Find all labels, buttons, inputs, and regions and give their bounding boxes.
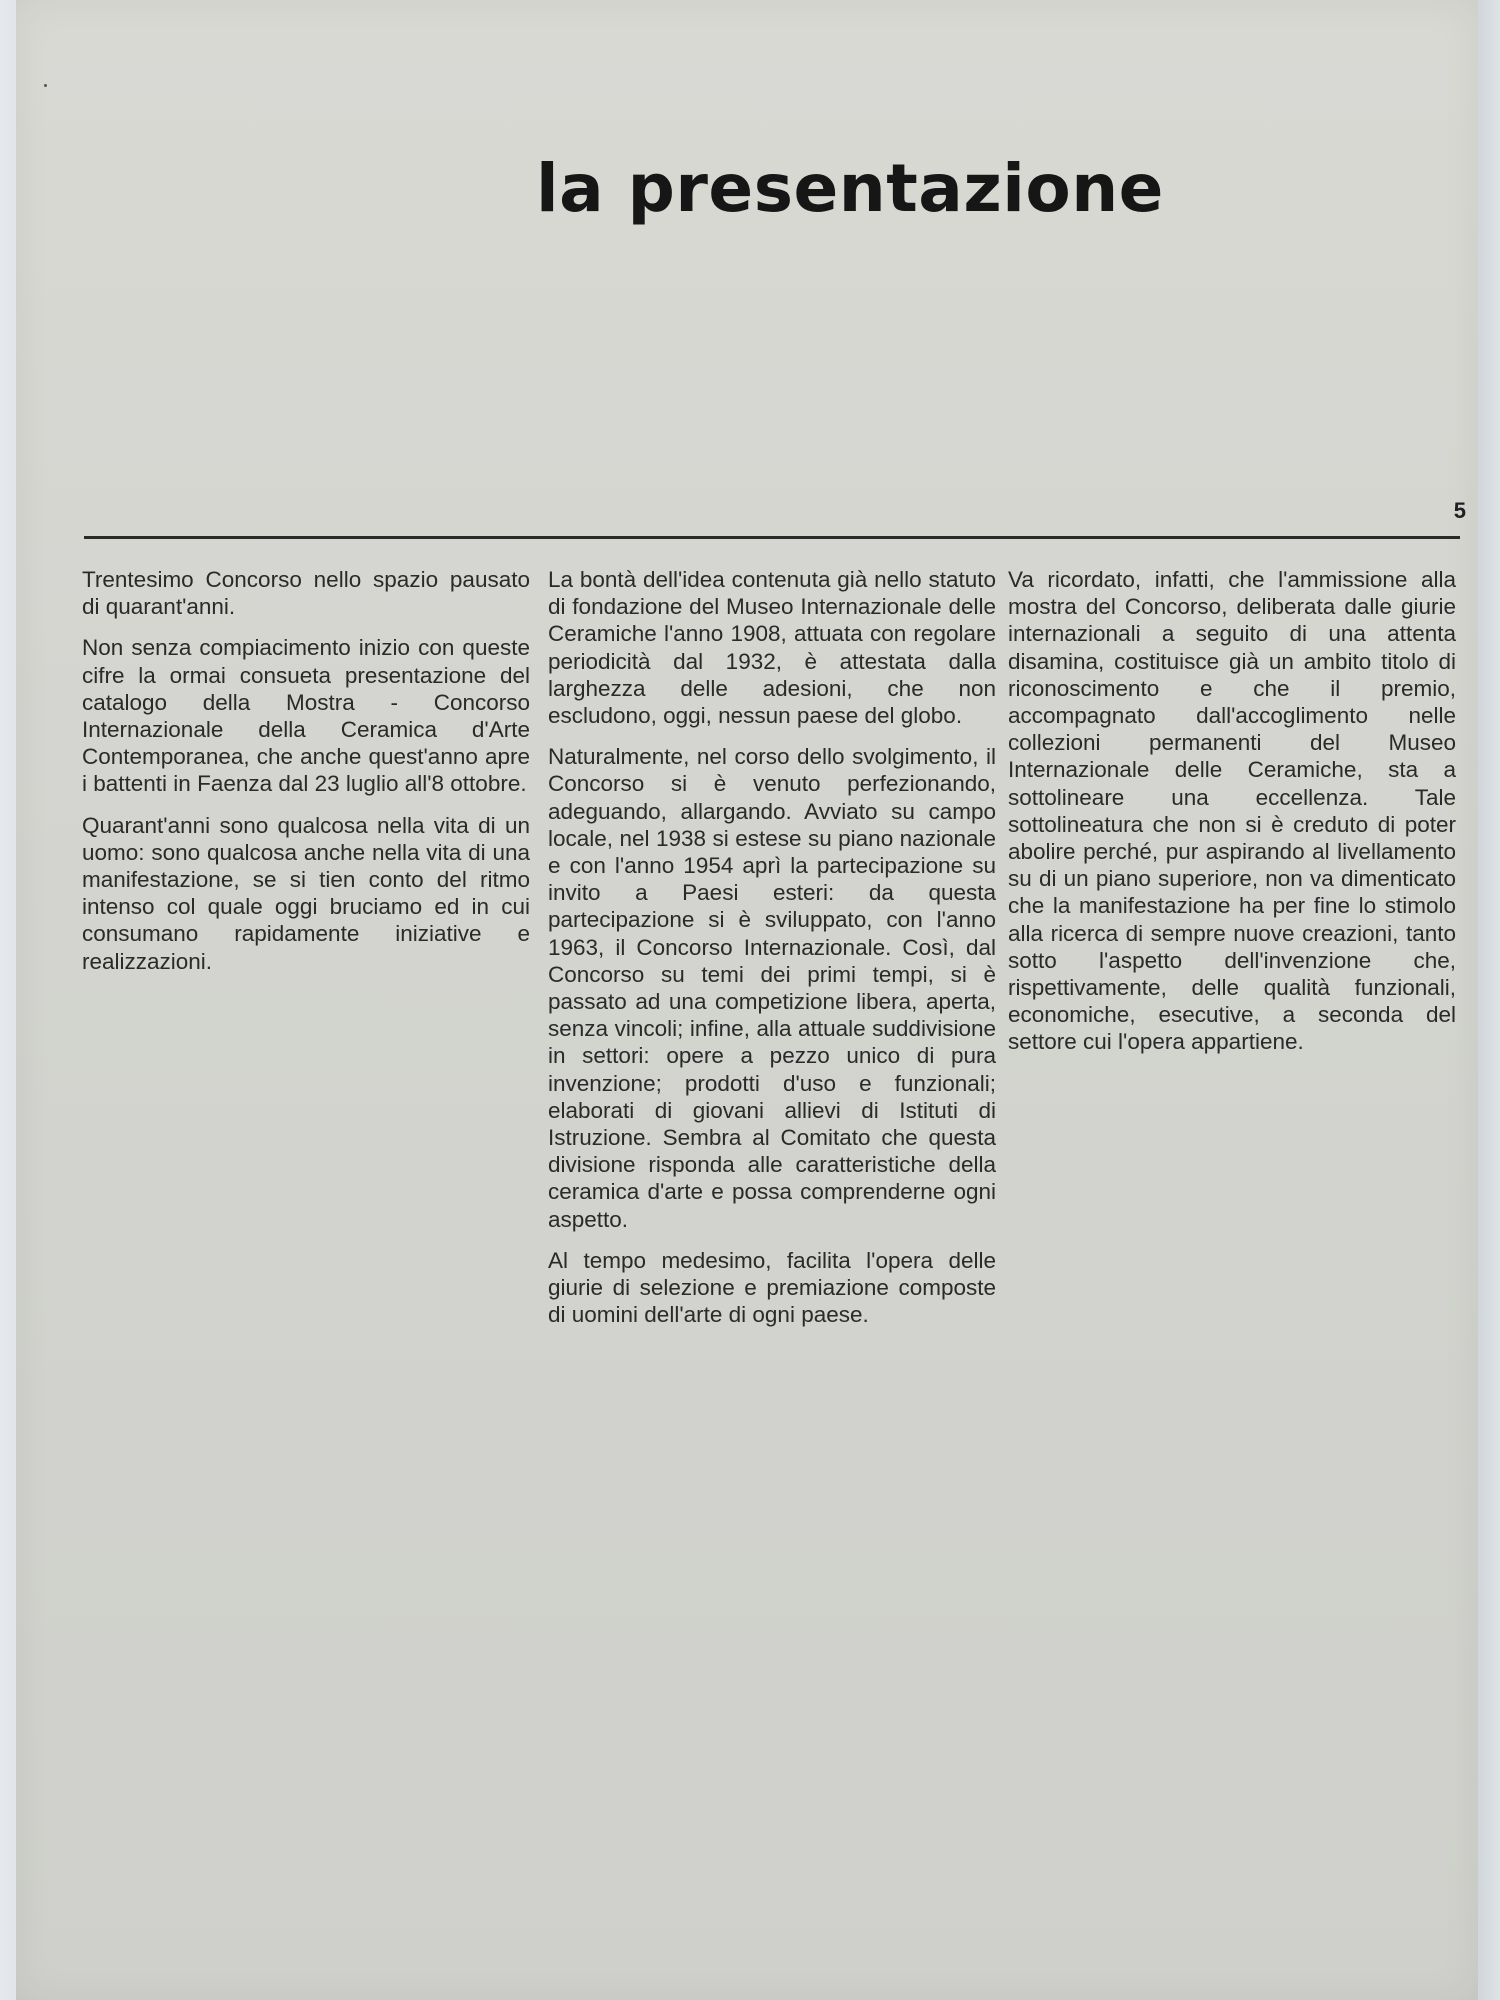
text-column-3 xyxy=(1008,566,1456,1070)
paragraph: Quarant'anni sono qualcosa nella vita di un uomo: sono qualcosa anche nella vita di una manifestazione, se si tien conto del ritmo intenso col quale oggi bruciamo ed in cui consumano rapidamente iniziative e realizzazioni. xyxy=(82,812,530,974)
horizontal-rule xyxy=(84,536,1460,539)
paragraph: Va ricordato, infatti, che l'ammissione alla mostra del Concorso, deliberata dalle giurie internazionali a seguito di una attenta disamina, costituisce già un ambito titolo di riconoscimento e che il premio, accompagnato dall'accoglimento nelle collezioni permanenti del Museo Internazionale delle Ceramiche, sta a sottolineare una eccellenza. Tale sottolineatura che non si è creduto di poter abolire perché, pur aspirando al livellamento su di un piano superiore, non va dimenticato che la manifestazione ha per fine lo stimolo alla ricerca di sempre nuove creazioni, tanto sotto l'aspetto dell'invenzione che, rispettivamente, delle qualità funzionali, economiche, esecutive, a seconda del settore cui l'opera appartiene. xyxy=(1008,567,1456,1055)
paragraph: Naturalmente, nel corso dello svolgimento, il Concorso si è venuto perfezionando, adeguando, allargando. Avviato su campo locale, nel 1938 si estese su piano nazionale e con l'anno 1954 aprì la partecipazione su invito a Paesi esteri: da questa partecipazione si è sviluppato, con l'anno 1963, il Concorso Internazionale. Così, dal Concorso su temi dei primi tempi, si è passato ad una competizione libera, aperta, senza vincoli; infine, alla attuale suddivisione in settori: opere a pezzo unico di pura invenzione; prodotti d'uso e funzionali; elaborati di giovani allievi di Istituti di Istruzione. Sembra al Comitato che questa divisione risponda alle caratteristiche della ceramica d'arte e possa comprenderne ogni aspetto. xyxy=(548,744,996,1232)
paragraph: Non senza compiacimento inizio con queste cifre la ormai consueta presentazione del catalogo della Mostra - Concorso Internazionale della Ceramica d'Arte Contemporanea, che anche quest'anno apre i battenti in Faenza dal 23 luglio all'8 ottobre. xyxy=(82,635,530,797)
text-column-1 xyxy=(82,566,530,989)
paragraph: Al tempo medesimo, facilita l'opera delle giurie di selezione e premiazione composte di uomini dell'arte di ogni paese. xyxy=(548,1247,996,1328)
paragraph: Trentesimo Concorso nello spazio pausato di quarant'anni. xyxy=(82,567,530,620)
text-column-2 xyxy=(548,566,996,1342)
paper-speck xyxy=(44,84,47,87)
document-page xyxy=(16,0,1478,2000)
paragraph: La bontà dell'idea contenuta già nello statuto di fondazione del Museo Internazionale delle Ceramiche l'anno 1908, attuata con regolare periodicità dal 1932, è attestata dalla larghezza delle adesioni, che non escludono, oggi, nessun paese del globo. xyxy=(548,567,996,729)
page-title: la presentazione xyxy=(536,150,1164,227)
page-number: 5 xyxy=(1453,498,1466,523)
